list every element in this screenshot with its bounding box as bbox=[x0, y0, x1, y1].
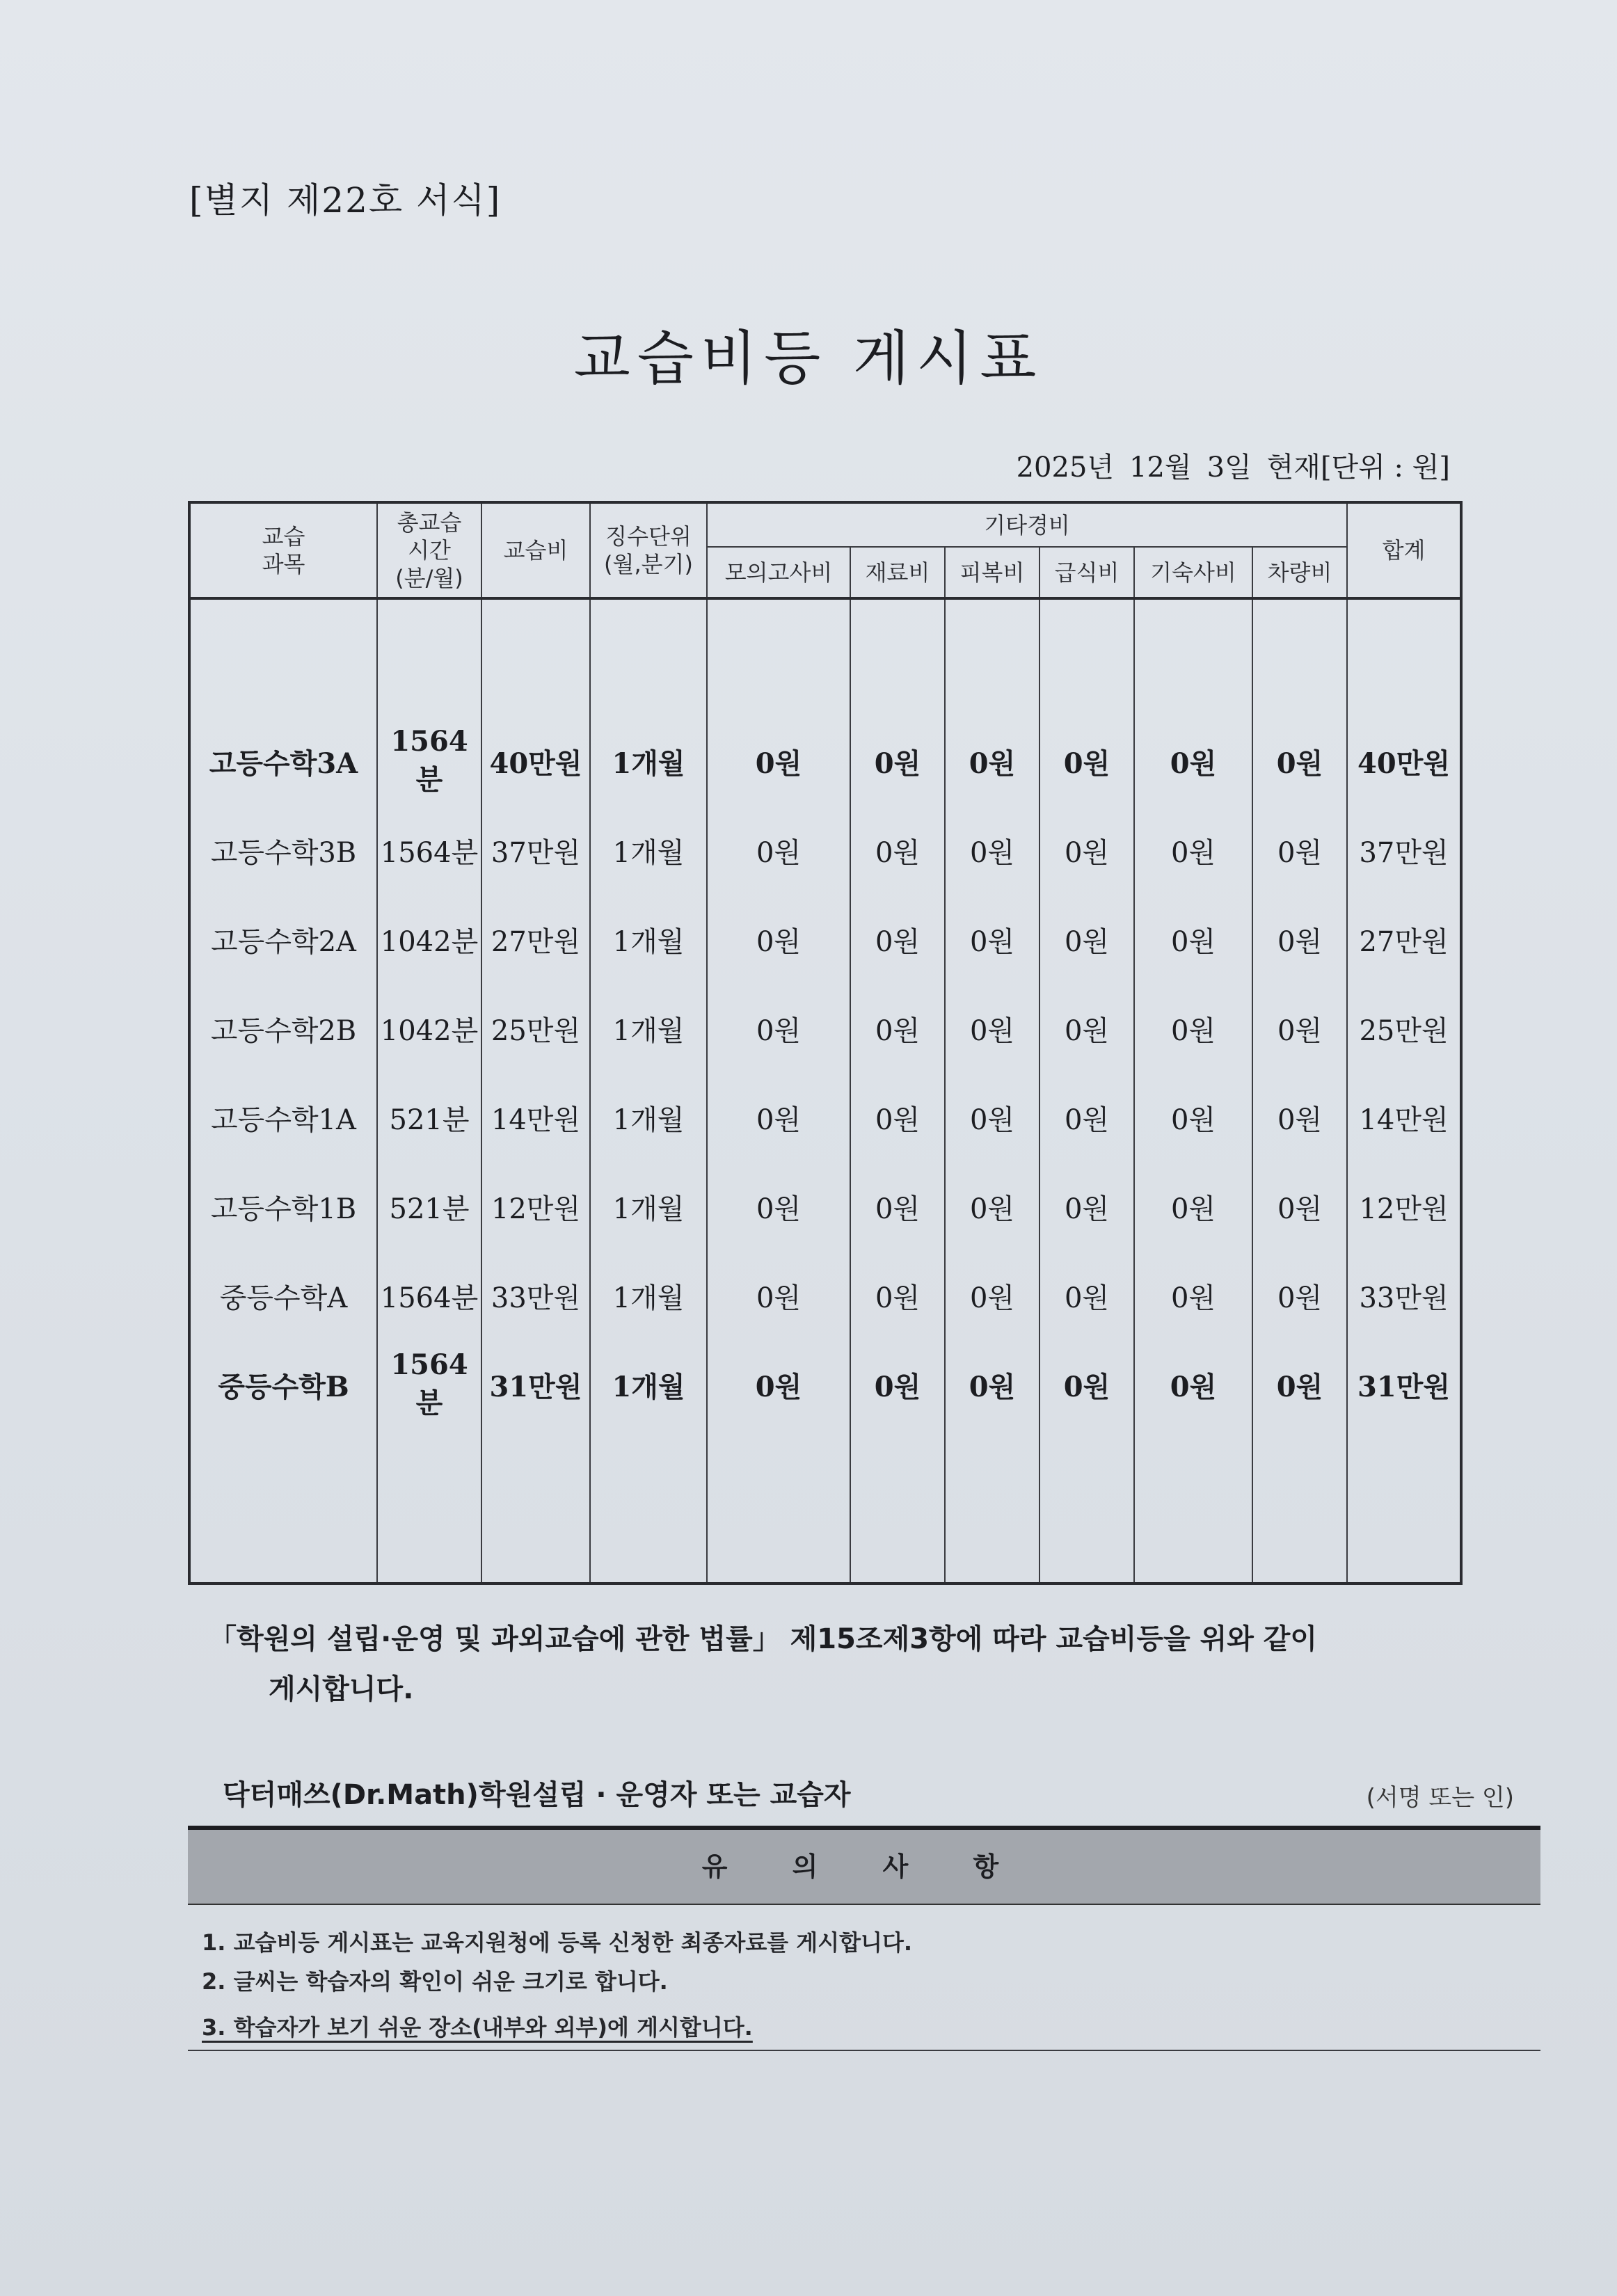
table-row bbox=[189, 1251, 1461, 1340]
cell-meals: 0원 bbox=[1040, 1162, 1134, 1251]
cell-vehicle: 0원 bbox=[1252, 1340, 1347, 1429]
cell-tuition: 25만원 bbox=[481, 984, 590, 1073]
cell-total: 14만원 bbox=[1347, 1073, 1461, 1162]
cell-mock: 0원 bbox=[707, 1340, 850, 1429]
cell-meals: 0원 bbox=[1040, 1251, 1134, 1340]
cell-vehicle: 0원 bbox=[1252, 717, 1347, 806]
notice-item: 2. 글씨는 학습자의 확인이 쉬운 크기로 합니다. bbox=[202, 1968, 668, 1995]
cell-total: 12만원 bbox=[1347, 1162, 1461, 1251]
cell-subject: 고등수학2B bbox=[189, 984, 377, 1073]
cell-mock: 0원 bbox=[707, 1162, 850, 1251]
cell-hours: 1564분 bbox=[377, 1340, 481, 1429]
cell-unit: 1개월 bbox=[590, 806, 707, 895]
cell-subject: 고등수학2A bbox=[189, 895, 377, 984]
cell-subject: 고등수학3B bbox=[189, 806, 377, 895]
table-row bbox=[189, 806, 1461, 895]
fee-table bbox=[188, 501, 1463, 1585]
cell-total: 25만원 bbox=[1347, 984, 1461, 1073]
cell-hours: 1042분 bbox=[377, 895, 481, 984]
header-subject: 교습 과목 bbox=[189, 502, 377, 598]
header-mock-exam: 모의고사비 bbox=[707, 547, 850, 598]
cell-subject: 고등수학1A bbox=[189, 1073, 377, 1162]
bottom-divider bbox=[188, 2050, 1540, 2051]
date-suffix: 현재[단위 : 원] bbox=[1266, 452, 1450, 484]
cell-materials: 0원 bbox=[850, 895, 945, 984]
cell-tuition: 40만원 bbox=[481, 717, 590, 806]
cell-dorm: 0원 bbox=[1134, 1340, 1252, 1429]
cell-uniform: 0원 bbox=[945, 984, 1040, 1073]
form-number: [별지 제22호 서식] bbox=[189, 180, 502, 221]
law-statement bbox=[209, 1614, 1433, 1714]
cell-dorm: 0원 bbox=[1134, 895, 1252, 984]
table-row bbox=[189, 1162, 1461, 1251]
cell-unit: 1개월 bbox=[590, 1162, 707, 1251]
cell-hours: 521분 bbox=[377, 1073, 481, 1162]
table-row bbox=[189, 1073, 1461, 1162]
table-row bbox=[189, 717, 1461, 806]
cell-hours: 1564분 bbox=[377, 1251, 481, 1340]
cell-dorm: 0원 bbox=[1134, 984, 1252, 1073]
cell-materials: 0원 bbox=[850, 1340, 945, 1429]
cell-uniform: 0원 bbox=[945, 806, 1040, 895]
cell-vehicle: 0원 bbox=[1252, 1162, 1347, 1251]
cell-unit: 1개월 bbox=[590, 1251, 707, 1340]
cell-materials: 0원 bbox=[850, 984, 945, 1073]
cell-materials: 0원 bbox=[850, 1073, 945, 1162]
signature-label: (서명 또는 인) bbox=[1366, 1784, 1514, 1812]
cell-unit: 1개월 bbox=[590, 1073, 707, 1162]
cell-subject: 중등수학B bbox=[189, 1340, 377, 1429]
cell-subject: 중등수학A bbox=[189, 1251, 377, 1340]
cell-hours: 1564분 bbox=[377, 717, 481, 806]
date-line bbox=[1017, 445, 1450, 485]
date-day: 3일 bbox=[1206, 452, 1252, 484]
cell-tuition: 31만원 bbox=[481, 1340, 590, 1429]
table-spacer-bottom bbox=[189, 1429, 1461, 1584]
cell-hours: 1042분 bbox=[377, 984, 481, 1073]
cell-hours: 521분 bbox=[377, 1162, 481, 1251]
cell-tuition: 12만원 bbox=[481, 1162, 590, 1251]
cell-subject: 고등수학3A bbox=[189, 717, 377, 806]
notice-list bbox=[202, 1923, 1524, 2047]
cell-uniform: 0원 bbox=[945, 1162, 1040, 1251]
notice-title: 유 의 사 항 bbox=[188, 1826, 1540, 1905]
cell-vehicle: 0원 bbox=[1252, 1073, 1347, 1162]
cell-mock: 0원 bbox=[707, 806, 850, 895]
cell-tuition: 33만원 bbox=[481, 1251, 590, 1340]
cell-vehicle: 0원 bbox=[1252, 806, 1347, 895]
notice-item: 1. 교습비등 게시표는 교육지원청에 등록 신청한 최종자료를 게시합니다. bbox=[202, 1929, 913, 1956]
cell-meals: 0원 bbox=[1040, 895, 1134, 984]
cell-meals: 0원 bbox=[1040, 1340, 1134, 1429]
cell-dorm: 0원 bbox=[1134, 1162, 1252, 1251]
cell-meals: 0원 bbox=[1040, 717, 1134, 806]
cell-total: 40만원 bbox=[1347, 717, 1461, 806]
cell-unit: 1개월 bbox=[590, 1340, 707, 1429]
cell-vehicle: 0원 bbox=[1252, 895, 1347, 984]
cell-uniform: 0원 bbox=[945, 1340, 1040, 1429]
cell-dorm: 0원 bbox=[1134, 1251, 1252, 1340]
cell-tuition: 14만원 bbox=[481, 1073, 590, 1162]
signer-name: 닥터매쓰(Dr.Math)학원설립 · 운영자 또는 교습자 bbox=[223, 1779, 851, 1811]
header-tuition: 교습비 bbox=[481, 502, 590, 598]
cell-materials: 0원 bbox=[850, 806, 945, 895]
cell-materials: 0원 bbox=[850, 1162, 945, 1251]
cell-uniform: 0원 bbox=[945, 895, 1040, 984]
cell-uniform: 0원 bbox=[945, 717, 1040, 806]
header-vehicle: 차량비 bbox=[1252, 547, 1347, 598]
cell-meals: 0원 bbox=[1040, 1073, 1134, 1162]
law-statement-line1: 「학원의 설립·운영 및 과외교습에 관한 법률」 제15조제3항에 따라 교습비등을 위와 같이 bbox=[209, 1623, 1318, 1655]
table-row bbox=[189, 1340, 1461, 1429]
cell-dorm: 0원 bbox=[1134, 717, 1252, 806]
cell-meals: 0원 bbox=[1040, 984, 1134, 1073]
header-materials: 재료비 bbox=[850, 547, 945, 598]
cell-tuition: 27만원 bbox=[481, 895, 590, 984]
table-row bbox=[189, 895, 1461, 984]
cell-uniform: 0원 bbox=[945, 1073, 1040, 1162]
cell-tuition: 37만원 bbox=[481, 806, 590, 895]
cell-total: 27만원 bbox=[1347, 895, 1461, 984]
cell-uniform: 0원 bbox=[945, 1251, 1040, 1340]
cell-unit: 1개월 bbox=[590, 895, 707, 984]
cell-materials: 0원 bbox=[850, 717, 945, 806]
cell-mock: 0원 bbox=[707, 1073, 850, 1162]
table-row bbox=[189, 984, 1461, 1073]
header-meals: 급식비 bbox=[1040, 547, 1134, 598]
table-spacer-top bbox=[189, 598, 1461, 717]
cell-materials: 0원 bbox=[850, 1251, 945, 1340]
header-collection-unit: 징수단위 (월,분기) bbox=[590, 502, 707, 598]
header-total: 합계 bbox=[1347, 502, 1461, 598]
header-total-hours: 총교습 시간 (분/월) bbox=[377, 502, 481, 598]
page-title: 교습비등 게시표 bbox=[573, 324, 1044, 392]
date-month: 12월 bbox=[1129, 452, 1192, 484]
cell-subject: 고등수학1B bbox=[189, 1162, 377, 1251]
cell-meals: 0원 bbox=[1040, 806, 1134, 895]
header-other-expenses: 기타경비 bbox=[707, 502, 1347, 547]
header-dormitory: 기숙사비 bbox=[1134, 547, 1252, 598]
law-statement-line2: 게시합니다. bbox=[269, 1673, 414, 1705]
cell-unit: 1개월 bbox=[590, 984, 707, 1073]
date-year: 2025년 bbox=[1016, 452, 1115, 484]
cell-total: 31만원 bbox=[1347, 1340, 1461, 1429]
cell-total: 33만원 bbox=[1347, 1251, 1461, 1340]
cell-mock: 0원 bbox=[707, 1251, 850, 1340]
cell-dorm: 0원 bbox=[1134, 806, 1252, 895]
header-uniform: 피복비 bbox=[945, 547, 1040, 598]
cell-unit: 1개월 bbox=[590, 717, 707, 806]
cell-vehicle: 0원 bbox=[1252, 984, 1347, 1073]
cell-total: 37만원 bbox=[1347, 806, 1461, 895]
cell-vehicle: 0원 bbox=[1252, 1251, 1347, 1340]
cell-mock: 0원 bbox=[707, 895, 850, 984]
cell-hours: 1564분 bbox=[377, 806, 481, 895]
cell-mock: 0원 bbox=[707, 717, 850, 806]
cell-dorm: 0원 bbox=[1134, 1073, 1252, 1162]
cell-mock: 0원 bbox=[707, 984, 850, 1073]
notice-item: 3. 학습자가 보기 쉬운 장소(내부와 외부)에 게시합니다. bbox=[202, 2014, 753, 2041]
